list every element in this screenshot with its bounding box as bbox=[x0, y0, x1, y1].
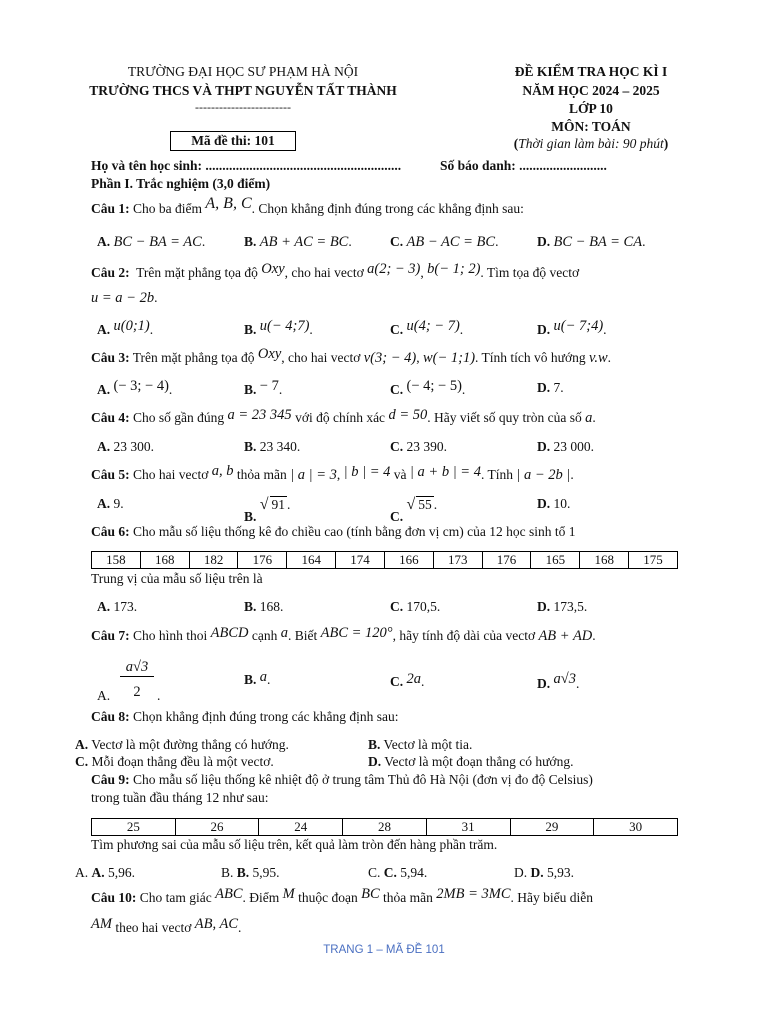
height-value-cell: 168 bbox=[140, 552, 189, 569]
school-name-1: TRƯỜNG ĐẠI HỌC SƯ PHẠM HÀ NỘI bbox=[127, 64, 359, 79]
temperature-value-cell: 30 bbox=[594, 819, 678, 836]
q8-option-d[interactable]: D. Vectơ là một đoạn thẳng có hướng. bbox=[368, 754, 574, 769]
q1-option-d[interactable]: D. BC − BA = CA. bbox=[537, 234, 646, 250]
temperature-value-cell: 28 bbox=[343, 819, 427, 836]
height-value-cell: 176 bbox=[482, 552, 531, 569]
q6-option-a[interactable]: A. 173. bbox=[97, 599, 138, 614]
q7-option-a-denominator: 2 bbox=[133, 684, 141, 700]
height-value-cell: 168 bbox=[580, 552, 629, 569]
q4-option-d[interactable]: D. 23 000. bbox=[537, 439, 594, 454]
grade: LỚP 10 bbox=[569, 101, 613, 116]
temperature-value-cell: 31 bbox=[426, 819, 510, 836]
school-name-2: TRƯỜNG THCS VÀ THPT NGUYỄN TẤT THÀNH bbox=[89, 83, 397, 98]
q3-option-b[interactable]: B. − 7. bbox=[244, 378, 283, 397]
q6-option-b[interactable]: B. 168. bbox=[244, 599, 284, 614]
q7-option-b[interactable]: B. a. bbox=[244, 669, 271, 687]
temperature-value-cell: 25 bbox=[92, 819, 176, 836]
q1-option-c[interactable]: C. AB − AC = BC. bbox=[390, 234, 499, 250]
question-6: Câu 6: Cho mẫu số liệu thống kê đo chiều cao (tính bằng đơn vị cm) của 12 học sinh tổ 1 bbox=[91, 524, 576, 539]
q8-option-b[interactable]: B. Vectơ là một tia. bbox=[368, 737, 473, 752]
q7-option-d[interactable]: D. a√3. bbox=[537, 671, 580, 691]
temperature-data-table bbox=[91, 818, 678, 836]
q8-option-c[interactable]: C. Mỗi đoạn thẳng đều là một vectơ. bbox=[75, 754, 274, 769]
header-divider: ------------------------ bbox=[195, 100, 291, 114]
height-value-cell: 164 bbox=[287, 552, 336, 569]
q6-option-c[interactable]: C. 170,5. bbox=[390, 599, 441, 614]
q7-option-a-numerator: a√3 bbox=[120, 659, 154, 677]
q2-line-2: u = a − 2b. bbox=[91, 290, 158, 306]
q9-option-b[interactable]: B. B. 5,95. bbox=[221, 865, 280, 880]
exam-time: (Thời gian làm bài: 90 phút) bbox=[513, 136, 669, 151]
q9-option-a[interactable]: A. A. 5,96. bbox=[75, 865, 135, 880]
q2-option-d[interactable]: D. u(− 7;4). bbox=[537, 318, 607, 337]
question-1: Câu 1: Cho ba điểm A, B, C. Chọn khẳng định đúng trong các khẳng định sau: bbox=[91, 195, 524, 216]
question-3: Câu 3: Trên mặt phẳng tọa độ Oxy, cho hai vectơ v(3; − 4), w(− 1;1). Tính tích vô hướng v.w. bbox=[91, 346, 612, 366]
q4-option-a[interactable]: A. 23 300. bbox=[97, 439, 154, 454]
q9-option-d[interactable]: D. D. 5,93. bbox=[514, 865, 574, 880]
q3-option-c[interactable]: C. (− 4; − 5). bbox=[390, 378, 466, 397]
q7-option-a-letter[interactable]: A. bbox=[97, 688, 111, 703]
height-value-cell: 173 bbox=[433, 552, 482, 569]
q9-line-2: trong tuần đầu tháng 12 như sau: bbox=[91, 790, 269, 805]
q5-option-c[interactable]: C. √ 55 . bbox=[390, 496, 438, 524]
q2-option-b[interactable]: B. u(− 4;7). bbox=[244, 318, 313, 337]
q4-option-c[interactable]: C. 23 390. bbox=[390, 439, 447, 454]
question-2: Câu 2: Trên mặt phẳng tọa độ Oxy, cho hai vectơ a(2; − 3), b(− 1; 2). Tìm tọa độ vectơ bbox=[91, 261, 580, 280]
q6-after-text: Trung vị của mẫu số liệu trên là bbox=[91, 571, 263, 586]
q6-option-d[interactable]: D. 173,5. bbox=[537, 599, 588, 614]
student-name-line: Họ và tên học sinh: .......................................................... bbox=[91, 158, 402, 173]
temperature-value-cell: 29 bbox=[510, 819, 594, 836]
page-footer: TRANG 1 – MÃ ĐỀ 101 bbox=[323, 944, 445, 956]
height-value-cell: 176 bbox=[238, 552, 287, 569]
q1-option-b[interactable]: B. AB + AC = BC. bbox=[244, 234, 352, 250]
question-9: Câu 9: Cho mẫu số liệu thống kê nhiệt độ ở trung tâm Thủ đô Hà Nội (đơn vị đo độ Celsius) bbox=[91, 772, 593, 787]
q2-option-c[interactable]: C. u(4; − 7). bbox=[390, 318, 464, 337]
question-8: Câu 8: Chọn khẳng định đúng trong các khẳng định sau: bbox=[91, 709, 399, 724]
q7-option-c[interactable]: C. 2a. bbox=[390, 671, 425, 689]
q3-option-a[interactable]: A. (− 3; − 4). bbox=[97, 378, 173, 397]
question-10: Câu 10: Cho tam giác ABC. Điểm M thuộc đoạn BC thỏa mãn 2MB = 3MC. Hãy biểu diễn bbox=[91, 886, 593, 905]
q7-option-a-period: . bbox=[157, 688, 161, 703]
part-1-heading: Phần I. Trắc nghiệm (3,0 điểm) bbox=[91, 176, 271, 191]
school-year: NĂM HỌC 2024 – 2025 bbox=[522, 83, 660, 98]
q4-option-b[interactable]: B. 23 340. bbox=[244, 439, 301, 454]
q5-option-d[interactable]: D. 10. bbox=[537, 496, 571, 511]
q8-option-a[interactable]: A. Vectơ là một đường thẳng có hướng. bbox=[75, 737, 289, 752]
q9-after-text: Tìm phương sai của mẫu số liệu trên, kết quả làm tròn đến hàng phần trăm. bbox=[91, 837, 498, 852]
q5-option-a[interactable]: A. 9. bbox=[97, 496, 124, 511]
height-data-table bbox=[91, 551, 678, 569]
subject: MÔN: TOÁN bbox=[551, 119, 631, 134]
height-value-cell: 174 bbox=[336, 552, 385, 569]
q2-option-a[interactable]: A. u(0;1). bbox=[97, 318, 154, 337]
q9-option-c[interactable]: C. C. 5,94. bbox=[368, 865, 428, 880]
student-id-line: Số báo danh: .......................... bbox=[440, 158, 607, 173]
question-5: Câu 5: Cho hai vectơ a, b thỏa mãn | a | = 3, | b | = 4 và | a + b | = 4. Tính | a − 2b |. bbox=[91, 463, 574, 483]
question-7: Câu 7: Cho hình thoi ABCD cạnh a. Biết ABC = 120°, hãy tính độ dài của vectơ AB + AD. bbox=[91, 625, 596, 644]
q3-option-d[interactable]: D. 7. bbox=[537, 380, 564, 395]
q10-line-2: AM theo hai vectơ AB, AC. bbox=[91, 916, 242, 935]
temperature-value-cell: 24 bbox=[259, 819, 343, 836]
height-value-cell: 175 bbox=[629, 552, 678, 569]
exam-title: ĐỀ KIỂM TRA HỌC KÌ I bbox=[514, 64, 668, 79]
height-value-cell: 166 bbox=[384, 552, 433, 569]
exam-code: Mã đề thi: 101 bbox=[170, 131, 296, 151]
q1-option-a[interactable]: A. BC − BA = AC. bbox=[97, 234, 206, 250]
height-value-cell: 182 bbox=[189, 552, 238, 569]
height-value-cell: 158 bbox=[92, 552, 141, 569]
height-value-cell: 165 bbox=[531, 552, 580, 569]
temperature-value-cell: 26 bbox=[175, 819, 259, 836]
q5-option-b[interactable]: B. √ 91 . bbox=[244, 496, 291, 524]
question-4: Câu 4: Cho số gần đúng a = 23 345 với độ chính xác d = 50. Hãy viết số quy tròn của số a. bbox=[91, 407, 596, 426]
